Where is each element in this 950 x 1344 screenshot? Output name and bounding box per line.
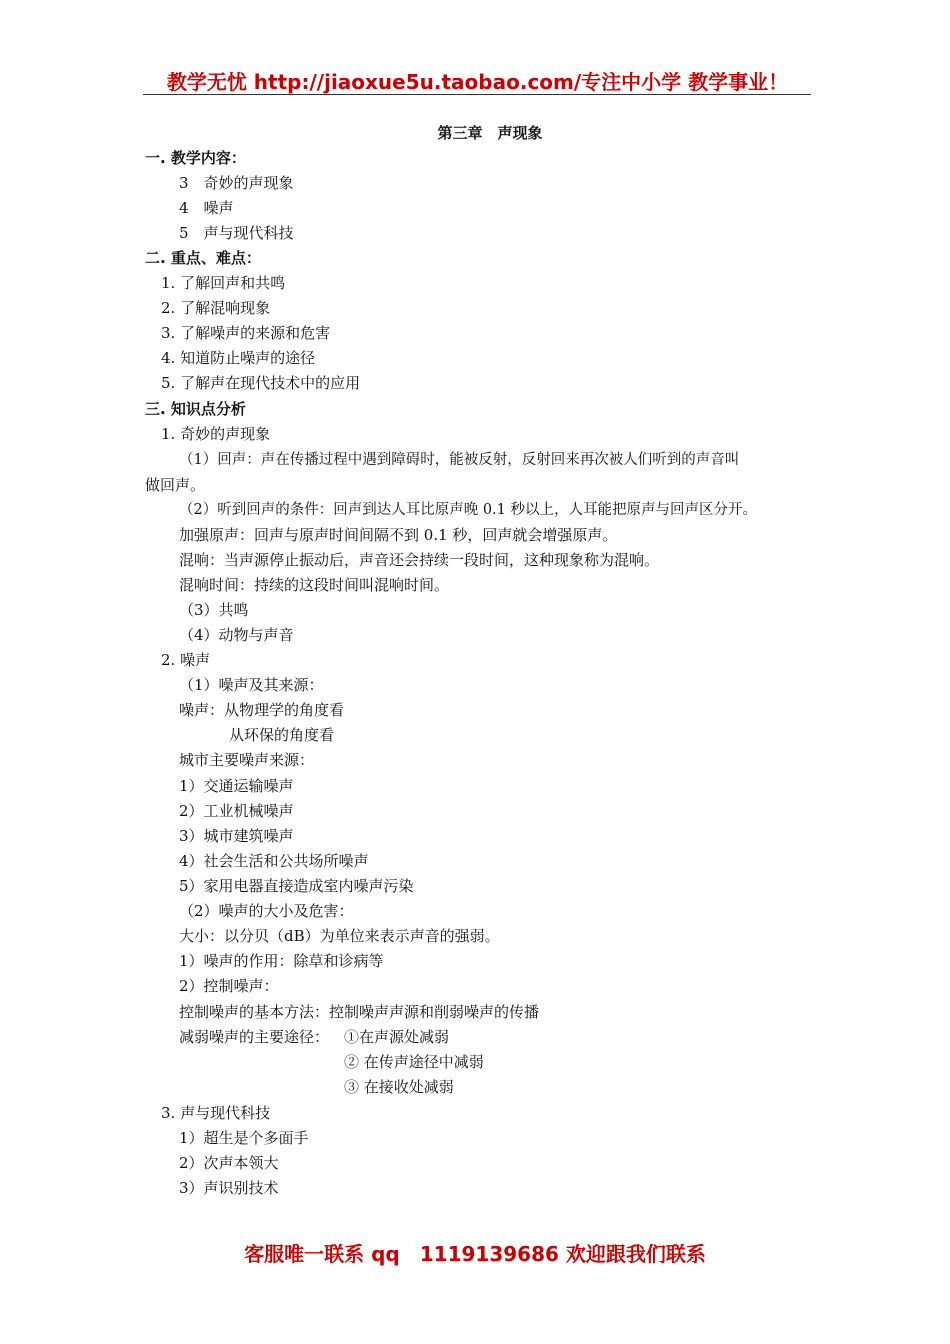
part1-title: 1. 奇妙的声现象 [161, 425, 271, 443]
strengthen-sound: 加强原声：回声与原声时间间隔不到 0.1 秒，回声就会增强原声。 [179, 526, 618, 544]
reverb-definition: 混响：当声源停止振动后，声音还会持续一段时间，这种现象称为混响。 [179, 551, 660, 569]
noise-reduce-item: ①在声源处减弱 [344, 1028, 450, 1046]
header-banner: 教学无忧 http://jiaoxue5u.taobao.com/专注中小学 教学事业！ [166, 70, 789, 94]
noise-source-heading: （1）噪声及其来源： [179, 676, 324, 694]
resonance: （3）共鸣 [179, 601, 249, 619]
section2-item: 3. 了解噪声的来源和危害 [161, 324, 331, 342]
animals-sound: （4）动物与声音 [179, 626, 294, 644]
noise-reduce-item: ② 在传声途径中减弱 [344, 1053, 484, 1071]
section1-item: 4 噪声 [179, 199, 234, 217]
part2-title: 2. 噪声 [161, 651, 211, 669]
city-noise-item: 1）交通运输噪声 [179, 777, 294, 795]
section1-item: 5 声与现代科技 [179, 224, 294, 242]
noise-control: 2）控制噪声： [179, 977, 279, 995]
section2-heading: 二. 重点、难点： [145, 249, 261, 267]
noise-level-definition: 大小：以分贝（dB）为单位来表示声音的强弱。 [179, 927, 500, 945]
city-noise-heading: 城市主要噪声来源： [179, 751, 315, 769]
noise-definition-cont: 从环保的角度看 [229, 726, 335, 744]
noise-effect: 1）噪声的作用：除草和诊病等 [179, 952, 384, 970]
echo-definition: （1）回声：声在传播过程中遇到障碍时，能被反射，反射回来再次被人们听到的声音叫 [179, 452, 740, 468]
reverb-time: 混响时间：持续的这段时间叫混响时间。 [179, 576, 450, 594]
section3-heading: 三. 知识点分析 [145, 400, 246, 418]
city-noise-item: 4）社会生活和公共场所噪声 [179, 852, 369, 870]
echo-definition-cont: 做回声。 [145, 476, 206, 494]
section1-heading: 一. 教学内容： [145, 149, 246, 167]
footer-contact: 客服唯一联系 qq 1119139686 欢迎跟我们联系 [244, 1242, 706, 1266]
noise-control-method: 控制噪声的基本方法：控制噪声声源和削弱噪声的传播 [179, 1003, 540, 1021]
noise-level-heading: （2）噪声的大小及危害： [179, 902, 354, 920]
part3-title: 3. 声与现代科技 [161, 1104, 271, 1122]
city-noise-item: 3）城市建筑噪声 [179, 827, 294, 845]
noise-reduce-item: ③ 在接收处减弱 [344, 1078, 454, 1096]
part3-item: 3）声识别技术 [179, 1179, 279, 1197]
part3-item: 1）超生是个多面手 [179, 1129, 309, 1147]
section2-item: 5. 了解声在现代技术中的应用 [161, 374, 361, 392]
page-title: 第三章 声现象 [437, 124, 543, 142]
section1-item: 3 奇妙的声现象 [179, 174, 294, 192]
echo-condition: （2）听到回声的条件：回声到达人耳比原声晚 0.1 秒以上，人耳能把原声与回声区分开。 [179, 502, 757, 518]
section2-item: 4. 知道防止噪声的途径 [161, 349, 316, 367]
part3-item: 2）次声本领大 [179, 1154, 279, 1172]
city-noise-item: 2）工业机械噪声 [179, 802, 294, 820]
section2-item: 2. 了解混响现象 [161, 299, 271, 317]
section2-item: 1. 了解回声和共鸣 [161, 274, 286, 292]
header-divider [143, 94, 811, 95]
city-noise-item: 5）家用电器直接造成室内噪声污染 [179, 877, 414, 895]
noise-definition: 噪声：从物理学的角度看 [179, 701, 345, 719]
noise-reduce-heading: 减弱噪声的主要途径： [179, 1028, 330, 1046]
